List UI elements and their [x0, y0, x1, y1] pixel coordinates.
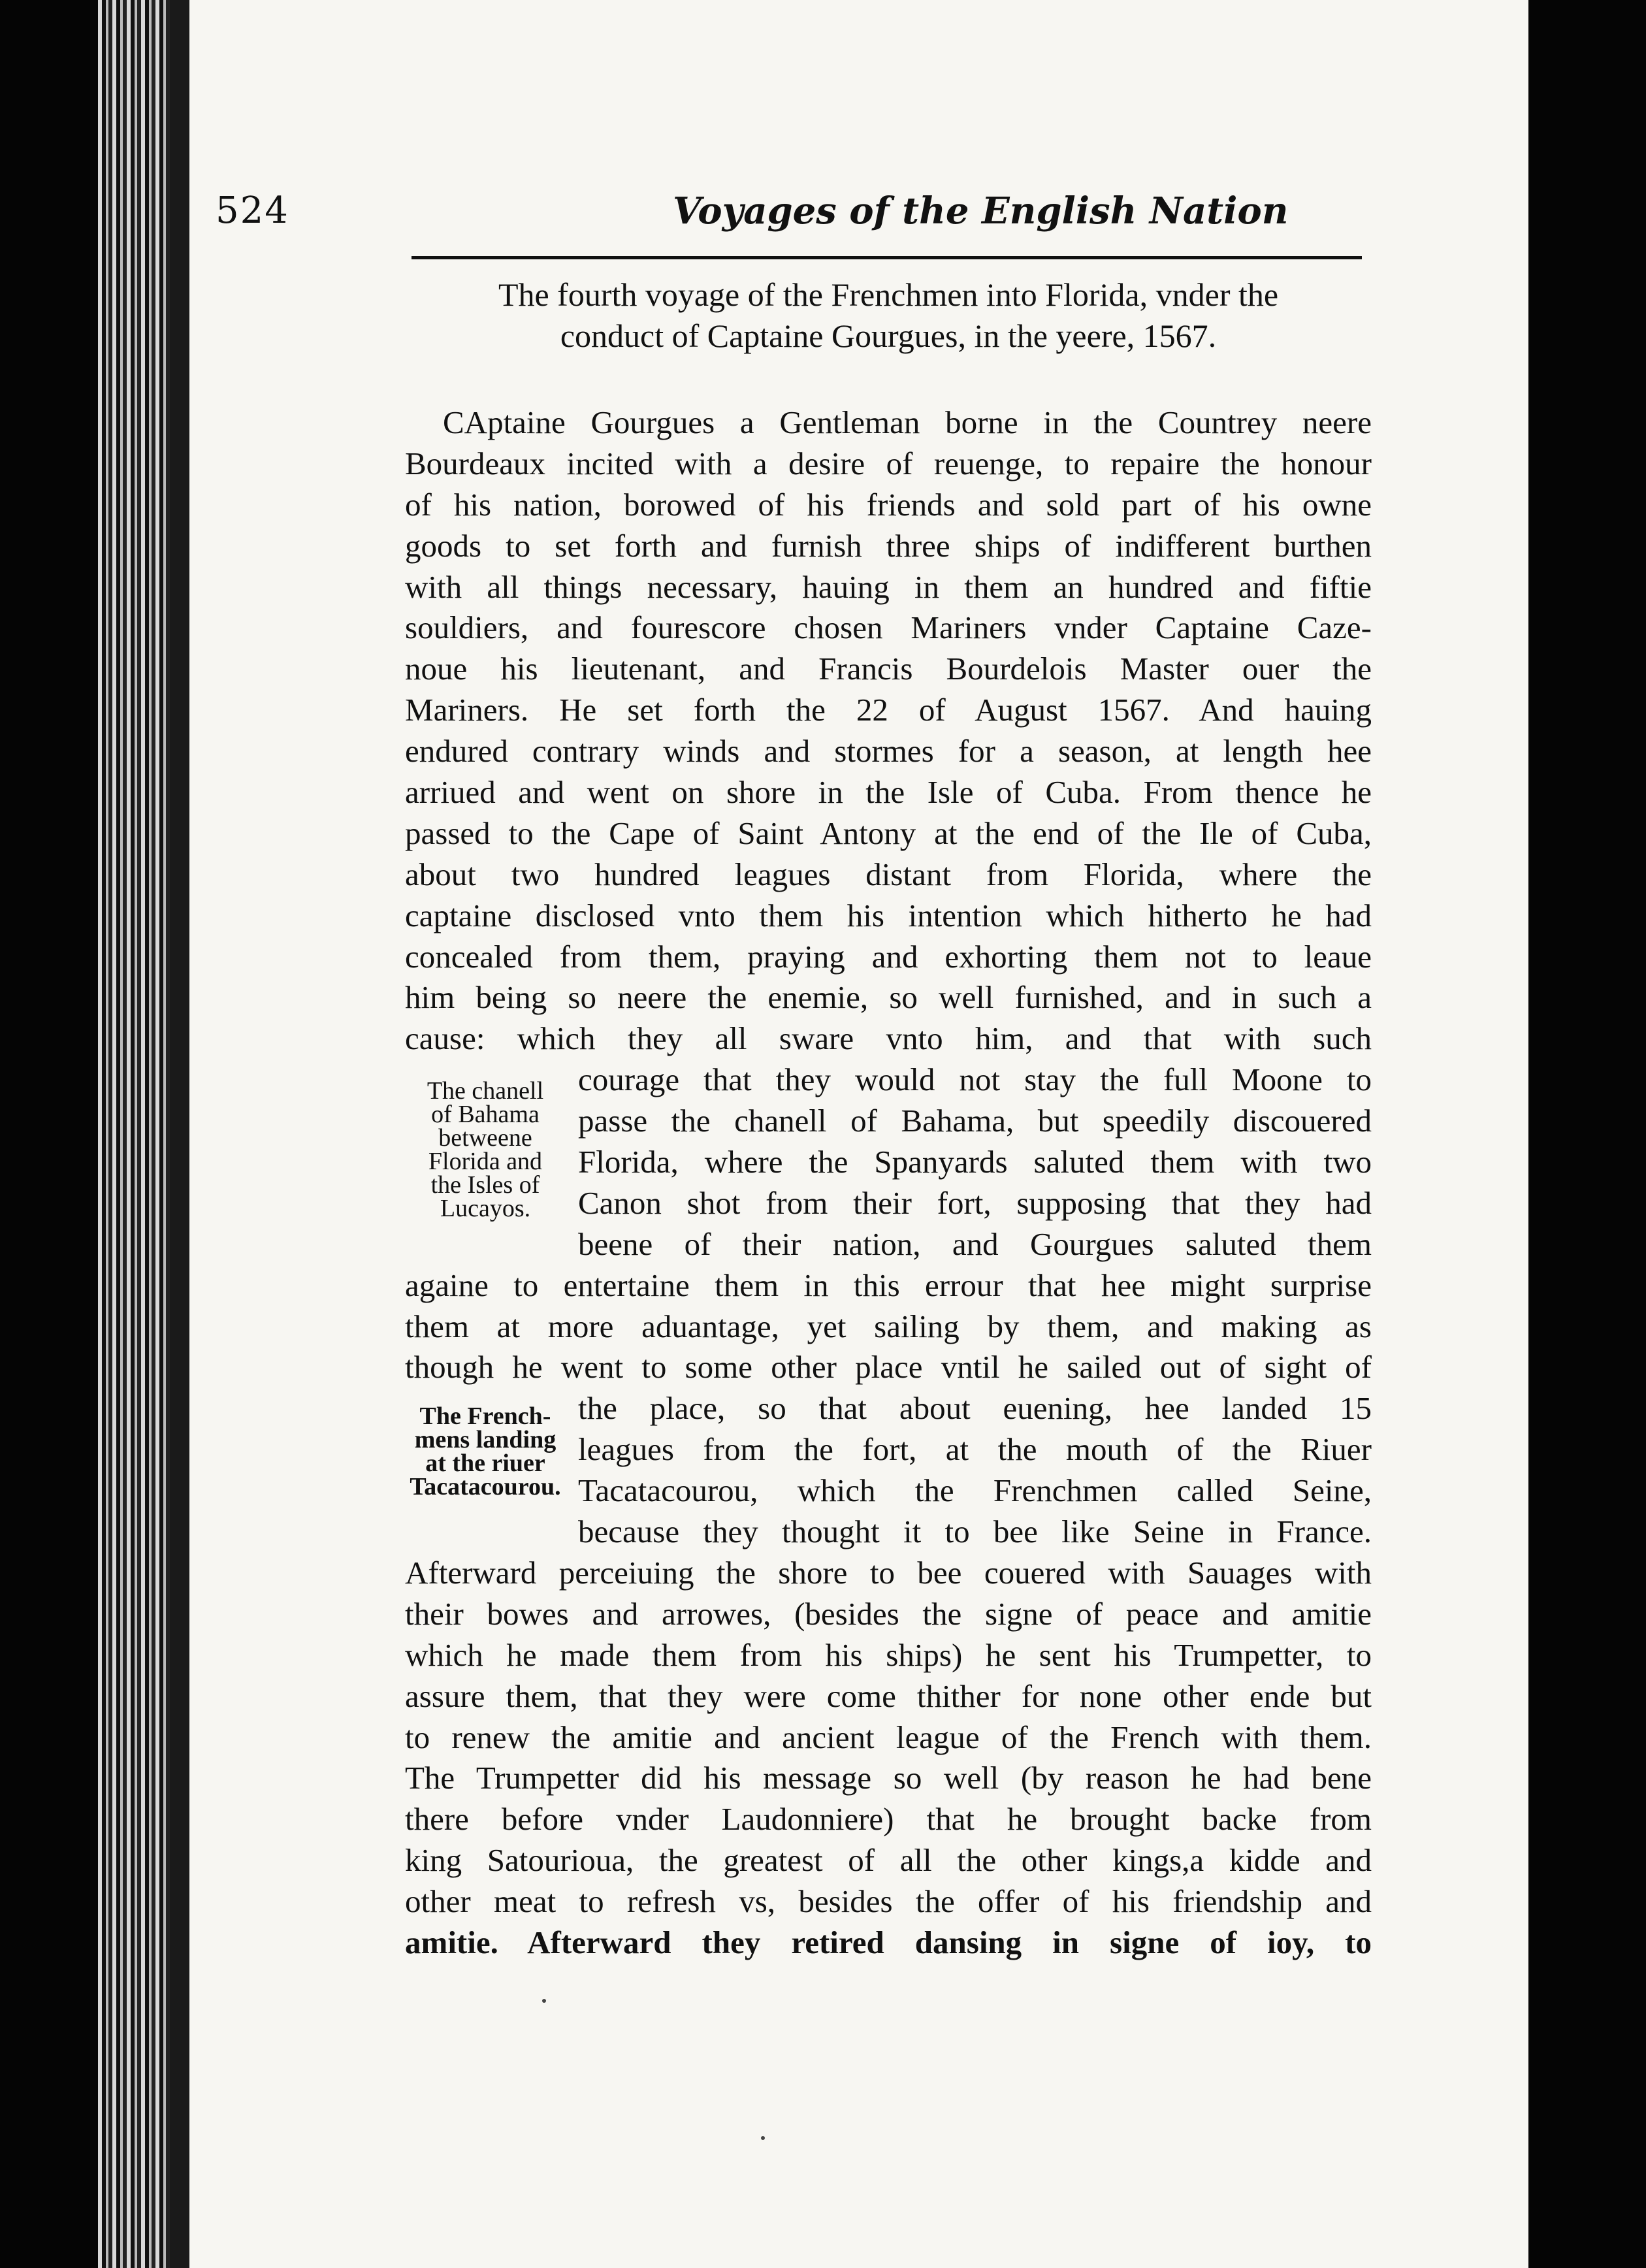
text-line: cause: which they all sware vnto him, and that with such — [405, 1020, 1372, 1057]
text-line: againe to entertaine them in this errour that hee might surprise — [405, 1267, 1372, 1303]
binding-shadow — [0, 0, 98, 2268]
text-line: amitie. Afterward they retired dansing in signe of ioy, to — [405, 1924, 1372, 1960]
right-shadow — [1528, 0, 1646, 2268]
text-line: noue his lieutenant, and Francis Bourdelois Master ouer the — [405, 651, 1372, 687]
text-line: passed to the Cape of Saint Antony at the end of the Ile of Cuba, — [405, 815, 1372, 851]
text-line: their bowes and arrowes, (besides the signe of peace and amitie — [405, 1595, 1372, 1632]
text-line: goods to set forth and furnish three ships of indifferent burthen — [405, 527, 1372, 564]
text-line: Afterward perceiuing the shore to bee couered with Sauages with — [405, 1554, 1372, 1591]
running-title: Voyages of the English Nation — [673, 189, 1289, 233]
text-line: Mariners. He set forth the 22 of August 1567. And hauing — [405, 692, 1372, 728]
margin-note-line: Tacatacourou. — [410, 1473, 561, 1500]
margin-note-line: Florida and — [428, 1148, 543, 1175]
text-line: though he went to some other place vntil he sailed out of sight of — [405, 1349, 1372, 1385]
text-line: which he made them from his ships) he sent his Trumpetter, to — [405, 1636, 1372, 1673]
text-line: beene of their nation, and Gourgues saluted them — [578, 1225, 1372, 1262]
text-line: assure them, that they were come thither for none other ende but — [405, 1677, 1372, 1714]
text-line: because they thought it to bee like Seine in France. — [578, 1514, 1372, 1550]
page-edges — [98, 0, 170, 2268]
margin-note-line: The French- — [419, 1402, 551, 1430]
text-line: concealed from them, praying and exhorting them not to leaue — [405, 938, 1372, 975]
margin-note-line: of Bahama — [431, 1101, 540, 1128]
scan-speck — [542, 1999, 546, 2003]
margin-note-line: the Isles of — [430, 1171, 540, 1199]
scan-speck — [761, 2136, 765, 2140]
heading-line: conduct of Captaine Gourgues, in the yeere, 1567. — [560, 317, 1217, 354]
running-head — [216, 189, 1365, 242]
text-line: there before vnder Laudonniere) that he brought backe from — [405, 1801, 1372, 1838]
margin-note-chanell — [404, 1079, 567, 1220]
text-line: souldiers, and fourescore chosen Mariners vnder Captaine Caze- — [405, 609, 1372, 646]
heading-line: The fourth voyage of the Frenchmen into Florida, vnder the — [498, 276, 1279, 313]
text-line: the place, so that about euening, hee landed 15 — [578, 1390, 1372, 1427]
text-line: arriued and went on shore in the Isle of Cuba. From thence he — [405, 774, 1372, 811]
text-line: endured contrary winds and stormes for a season, at length hee — [405, 733, 1372, 770]
margin-note-landing — [404, 1404, 567, 1498]
margin-note-line: at the riuer — [425, 1450, 545, 1477]
margin-note-line: mens landing — [414, 1426, 557, 1453]
text-line: him being so neere the enemie, so well furnished, and in such a — [405, 979, 1372, 1016]
text-line: of his nation, borowed of his friends and sold part of his owne — [405, 486, 1372, 523]
text-line: courage that they would not stay the full Moone to — [578, 1061, 1372, 1098]
text-line: The Trumpetter did his message so well (by reason he had bene — [405, 1760, 1372, 1796]
text-line: Canon shot from their fort, supposing that they had — [578, 1184, 1372, 1221]
text-line: to renew the amitie and ancient league of the French with them. — [405, 1719, 1372, 1755]
text-line: king Satourioua, the greatest of all the other kings,a kidde and — [405, 1842, 1372, 1879]
text-line: CAptaine Gourgues a Gentleman borne in the Countrey neere — [443, 404, 1372, 440]
chapter-heading — [412, 274, 1365, 357]
margin-note-line: The chanell — [427, 1077, 544, 1105]
text-line: Florida, where the Spanyards saluted them with two — [578, 1144, 1372, 1180]
text-line: Bourdeaux incited with a desire of reuenge, to repaire the honour — [405, 445, 1372, 481]
text-line: about two hundred leagues distant from Florida, where the — [405, 856, 1372, 892]
text-line: with all things necessary, hauing in them an hundred and fiftie — [405, 568, 1372, 605]
margin-note-line: Lucayos. — [440, 1195, 531, 1222]
margin-note-line: betweene — [438, 1124, 532, 1152]
header-rule — [412, 256, 1362, 259]
text-line: captaine disclosed vnto them his intention which hitherto he had — [405, 897, 1372, 933]
text-line: leagues from the fort, at the mouth of the Riuer — [578, 1431, 1372, 1468]
gutter — [170, 0, 189, 2268]
text-line: Tacatacourou, which the Frenchmen called Seine, — [578, 1472, 1372, 1509]
page-number: 524 — [216, 189, 289, 232]
text-line: passe the chanell of Bahama, but speedily discouered — [578, 1103, 1372, 1139]
text-line: other meat to refresh vs, besides the offer of his friendship and — [405, 1883, 1372, 1920]
text-line: them at more aduantage, yet sailing by them, and making as — [405, 1308, 1372, 1344]
